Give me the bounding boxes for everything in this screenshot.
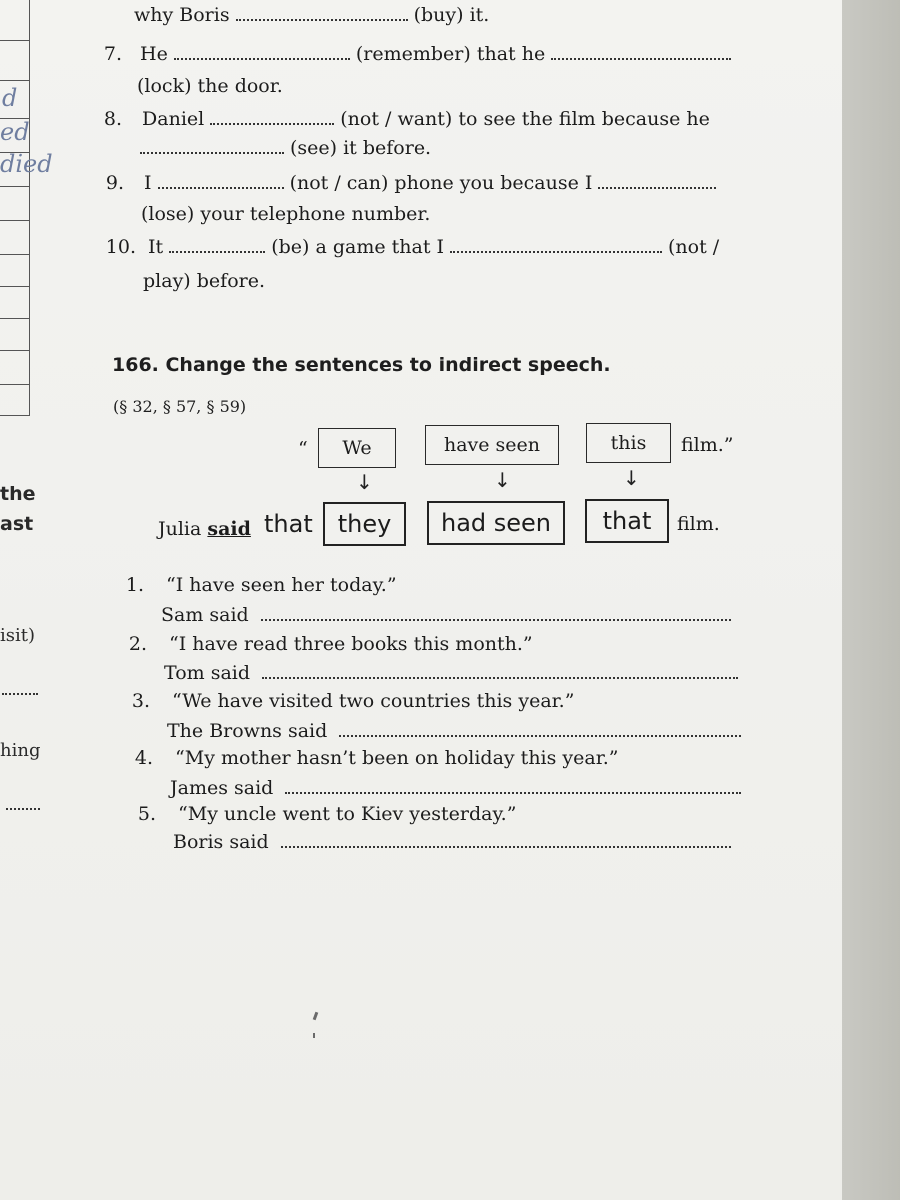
exercise-item-quote: 2. “I have read three books this month.” bbox=[128, 633, 533, 655]
exercise-item-8: 8. Daniel (not / want) to see the film because he bbox=[103, 108, 710, 130]
handwritten-note: ed bbox=[0, 118, 30, 146]
exercise-item-8-cont: (see) it before. bbox=[140, 137, 431, 159]
down-arrow-icon: ↓ bbox=[623, 466, 640, 490]
exercise-item-7: 7. He (remember) that he bbox=[98, 43, 737, 65]
exercise-item-9-cont: (lose) your telephone number. bbox=[141, 203, 431, 225]
margin-dotted-line bbox=[6, 808, 40, 810]
margin-table-rule bbox=[0, 40, 30, 41]
exercise-item-10: 10. It (be) a game that I (not / bbox=[105, 236, 720, 258]
margin-word: isit) bbox=[0, 625, 36, 646]
example-box-reported: had seen bbox=[427, 501, 565, 545]
example-that: that bbox=[264, 510, 313, 538]
exercise-item-quote: 4. “My mother hasn’t been on holiday this year.” bbox=[134, 747, 619, 769]
example-box-reported: that bbox=[585, 499, 669, 543]
margin-table-rule bbox=[0, 350, 30, 351]
handwritten-note: d bbox=[2, 84, 18, 112]
background-surface bbox=[842, 0, 900, 1200]
exercise-item-7-cont: (lock) the door. bbox=[137, 75, 283, 97]
exercise-heading: 166. Change the sentences to indirect speech. bbox=[112, 354, 611, 376]
margin-table-border bbox=[29, 0, 30, 416]
exercise-item-quote: 3. “We have visited two countries this year.” bbox=[131, 690, 575, 712]
down-arrow-icon: ↓ bbox=[494, 468, 511, 492]
exercise-item-answer: The Browns said bbox=[167, 720, 747, 742]
exercise-item-10-cont: play) before. bbox=[143, 270, 265, 292]
exercise-item-answer: Tom said bbox=[164, 662, 744, 684]
example-box-direct: have seen bbox=[425, 425, 559, 465]
example-reported-prefix: Julia said bbox=[158, 518, 251, 540]
exercise-line: why Boris (buy) it. bbox=[134, 4, 490, 26]
margin-word: ast bbox=[0, 513, 34, 535]
page-speck bbox=[313, 1033, 315, 1038]
margin-table-rule bbox=[0, 318, 30, 319]
example-box-direct: We bbox=[318, 428, 396, 468]
example-box-direct: this bbox=[586, 423, 671, 463]
margin-word: the bbox=[0, 483, 36, 505]
exercise-item-answer: Boris said bbox=[173, 831, 737, 853]
margin-table-rule bbox=[0, 254, 30, 255]
margin-table-rule bbox=[0, 186, 30, 187]
exercise-item-answer: Sam said bbox=[161, 604, 737, 626]
open-quote: “ bbox=[298, 438, 308, 460]
page-speck bbox=[313, 1012, 319, 1021]
exercise-item-quote: 1. “I have seen her today.” bbox=[125, 574, 397, 596]
grammar-references: (§ 32, § 57, § 59) bbox=[113, 397, 247, 416]
margin-table-rule bbox=[0, 80, 30, 81]
example-end-direct: film.” bbox=[681, 434, 734, 456]
down-arrow-icon: ↓ bbox=[356, 470, 373, 494]
margin-dotted-line bbox=[2, 693, 38, 695]
exercise-item-9: 9. I (not / can) phone you because I bbox=[102, 172, 722, 194]
exercise-item-answer: James said bbox=[170, 777, 747, 799]
example-box-reported: they bbox=[323, 502, 406, 546]
margin-table-rule bbox=[0, 384, 30, 385]
exercise-item-quote: 5. “My uncle went to Kiev yesterday.” bbox=[137, 803, 517, 825]
margin-table-rule bbox=[0, 415, 30, 416]
handwritten-note: died bbox=[0, 150, 53, 178]
margin-table-rule bbox=[0, 286, 30, 287]
margin-word: hing bbox=[0, 740, 41, 761]
margin-table-rule bbox=[0, 220, 30, 221]
example-end-reported: film. bbox=[677, 513, 720, 535]
